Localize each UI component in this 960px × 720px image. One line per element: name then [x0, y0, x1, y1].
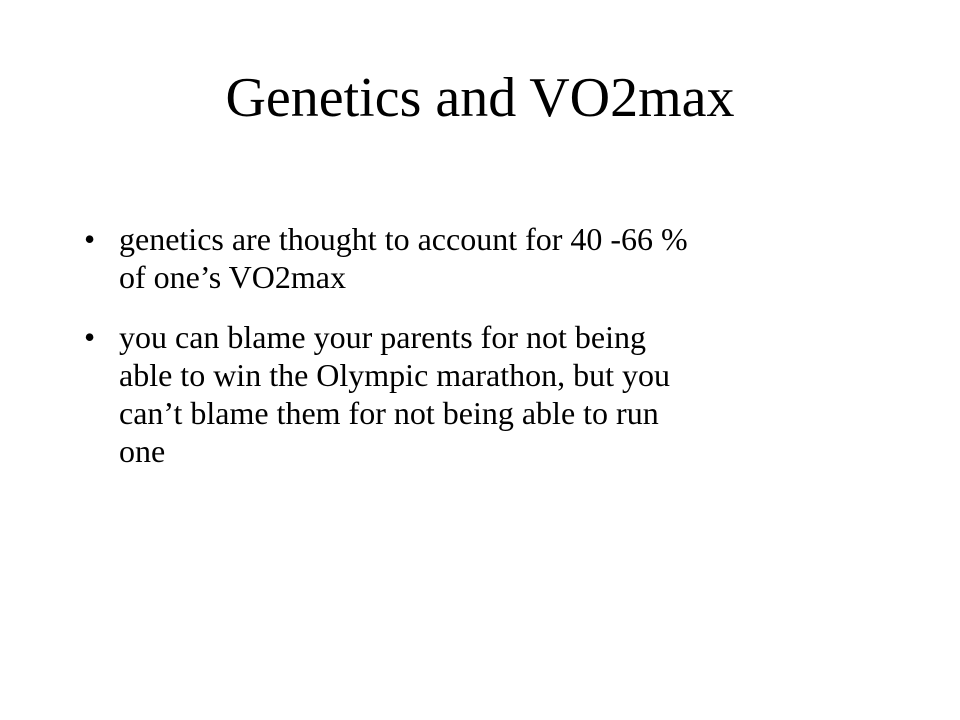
- bullet-item-blame-parents: [84, 318, 884, 470]
- bullet-line: genetics are thought to account for 40 -66 %: [119, 221, 688, 257]
- bullet-line: you can blame your parents for not being: [119, 319, 646, 355]
- slide-title: Genetics and VO2max: [225, 67, 735, 129]
- bullet-line: of one’s VO2max: [119, 259, 346, 295]
- bullet-line: able to win the Olympic marathon, but you: [119, 357, 670, 393]
- bullet-line: can’t blame them for not being able to run: [119, 395, 659, 431]
- bullet-line: one: [119, 433, 166, 469]
- bullet-list: [84, 220, 884, 492]
- bullet-icon: •: [84, 221, 96, 257]
- bullet-item-genetics-account: [84, 220, 884, 296]
- bullet-icon: •: [84, 319, 96, 355]
